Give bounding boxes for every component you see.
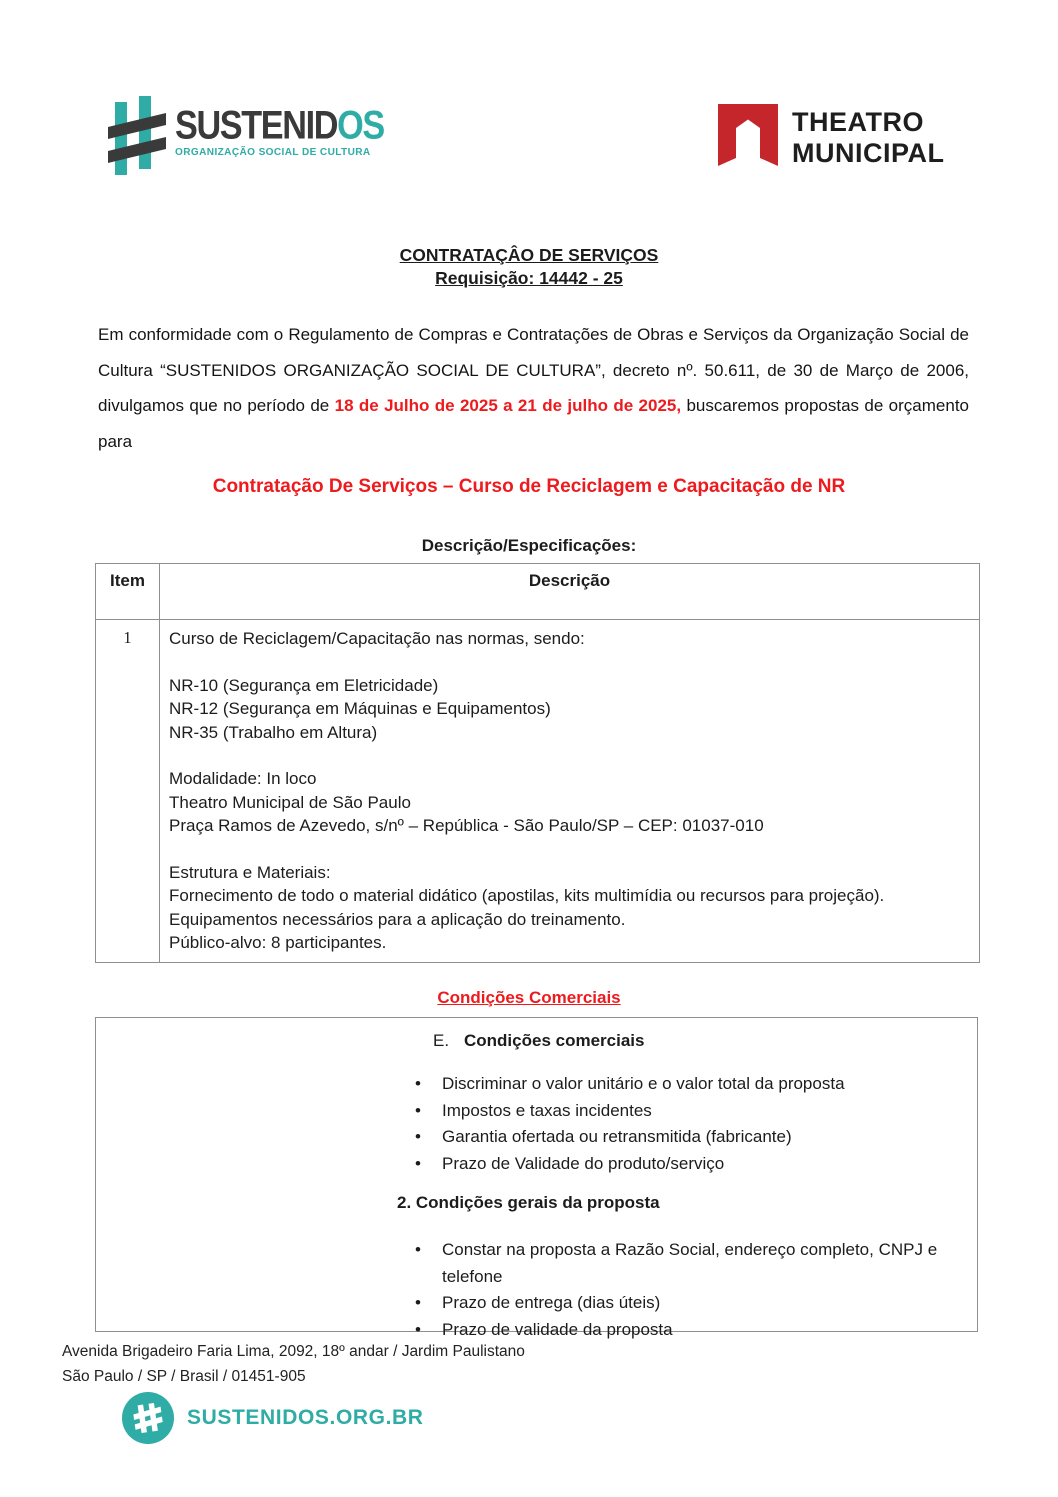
intro-part1: Em conformidade com o Regulamento de Compras e Contratações de Obras e Serviços da Organização Social de Cultura “SUSTENIDOS ORGANIZAÇÃO SOCIAL DE CULTURA”, decreto nº. 50.611, de 30 de Março de 2006, divulgamos que no período de bbox=[98, 325, 969, 415]
bullet-item: • Garantia ofertada ou retransmitida (fabricante) bbox=[397, 1124, 953, 1151]
spec-description-line: Equipamentos necessários para a aplicação do treinamento. bbox=[169, 909, 626, 929]
footer-logo bbox=[122, 1392, 424, 1444]
intro-paragraph bbox=[98, 317, 969, 459]
theatro-municipal-logo bbox=[716, 101, 945, 175]
spec-item-number: 1 bbox=[96, 620, 160, 963]
commercial-subsection-title: 2. Condições gerais da proposta bbox=[397, 1193, 660, 1212]
subject-heading: Contratação De Serviços – Curso de Reciclagem e Capacitação de NR bbox=[212, 476, 846, 497]
commercial-section-letter: E. bbox=[433, 1031, 450, 1050]
bullet-item: • Constar na proposta a Razão Social, endereço completo, CNPJ e telefone bbox=[397, 1237, 953, 1290]
spec-description-line bbox=[169, 650, 973, 673]
spec-description-line: NR-35 (Trabalho em Altura) bbox=[169, 722, 378, 742]
spec-description-line: Público-alvo: 8 participantes. bbox=[169, 933, 387, 953]
intro-date-range: 18 de Julho de 2025 a 21 de julho de 2025, bbox=[334, 396, 682, 415]
spec-description-line: Praça Ramos de Azevedo, s/nº – República - São Paulo/SP – CEP: 01037-010 bbox=[169, 816, 764, 836]
spec-description-line bbox=[169, 744, 973, 767]
sustenidos-tagline: ORGANIZAÇÃO SOCIAL DE CULTURA bbox=[175, 146, 371, 158]
sustenidos-circle-hash-icon bbox=[122, 1392, 174, 1444]
spec-description-line: Curso de Reciclagem/Capacitação nas normas, sendo: bbox=[169, 629, 585, 648]
footer-site-url: SUSTENIDOS.ORG.BR bbox=[187, 1406, 424, 1429]
sustenidos-logo bbox=[108, 93, 407, 177]
sustenidos-word-teal: OS bbox=[337, 103, 384, 149]
bullet-item: • Impostos e taxas incidentes bbox=[397, 1098, 953, 1125]
commercial-conditions-box bbox=[95, 1017, 978, 1339]
bullet-item: • Prazo de Validade do produto/serviço bbox=[397, 1151, 953, 1178]
spec-table-header-row bbox=[96, 564, 980, 620]
spec-description-line: Modalidade: In loco bbox=[169, 769, 317, 789]
title-line1: CONTRATAÇÂO DE SERVIÇOS bbox=[399, 245, 659, 265]
spec-table bbox=[95, 563, 980, 963]
theatro-wordmark bbox=[792, 107, 945, 169]
spec-description-lines bbox=[169, 627, 973, 955]
sustenidos-word-dark: SUSTENID bbox=[175, 103, 338, 149]
footer-address-line2: São Paulo / SP / Brasil / 01451-905 bbox=[62, 1367, 306, 1385]
intro-part2: buscaremos propostas de orçamento para bbox=[98, 396, 969, 451]
commercial-conditions-heading: Condições Comerciais bbox=[437, 988, 621, 1007]
commercial-conditions-content bbox=[397, 1029, 953, 1343]
commercial-section-title bbox=[397, 1029, 953, 1052]
spec-table-row bbox=[96, 620, 980, 963]
commercial-bullet-list-2 bbox=[397, 1237, 953, 1343]
spec-heading: Descrição/Especificações: bbox=[421, 536, 637, 555]
theatro-line2: MUNICIPAL bbox=[792, 138, 945, 168]
spec-col-desc: Descrição bbox=[160, 564, 980, 620]
theatro-arch-icon bbox=[716, 101, 780, 175]
footer-address-line1: Avenida Brigadeiro Faria Lima, 2092, 18º andar / Jardim Paulistano bbox=[62, 1343, 525, 1360]
bullet-item: • Prazo de entrega (dias úteis) bbox=[397, 1290, 953, 1317]
spec-col-item: Item bbox=[96, 564, 160, 620]
spec-description-line: Fornecimento de todo o material didático (apostilas, kits multimídia ou recursos para projeção). bbox=[169, 886, 885, 906]
bullet-item: • Discriminar o valor unitário e o valor total da proposta bbox=[397, 1071, 953, 1098]
commercial-section-label: Condições comerciais bbox=[464, 1031, 645, 1050]
document-title bbox=[0, 244, 1058, 290]
sustenidos-hash-icon bbox=[108, 93, 166, 177]
spec-description-line: NR-12 (Segurança em Máquinas e Equipamentos) bbox=[169, 699, 551, 719]
spec-description-line bbox=[169, 838, 973, 861]
spec-description-cell bbox=[160, 620, 980, 963]
title-line2: Requisição: 14442 - 25 bbox=[435, 268, 623, 288]
footer-address bbox=[62, 1340, 525, 1389]
spec-description-line: NR-10 (Segurança em Eletricidade) bbox=[169, 675, 439, 695]
spec-description-line: Theatro Municipal de São Paulo bbox=[169, 792, 411, 812]
commercial-bullet-list-1 bbox=[397, 1071, 953, 1177]
spec-description-line: Estrutura e Materiais: bbox=[169, 863, 331, 883]
theatro-line1: THEATRO bbox=[792, 107, 924, 137]
sustenidos-wordmark bbox=[175, 105, 407, 158]
bullet-item: • Prazo de validade da proposta bbox=[397, 1317, 953, 1344]
